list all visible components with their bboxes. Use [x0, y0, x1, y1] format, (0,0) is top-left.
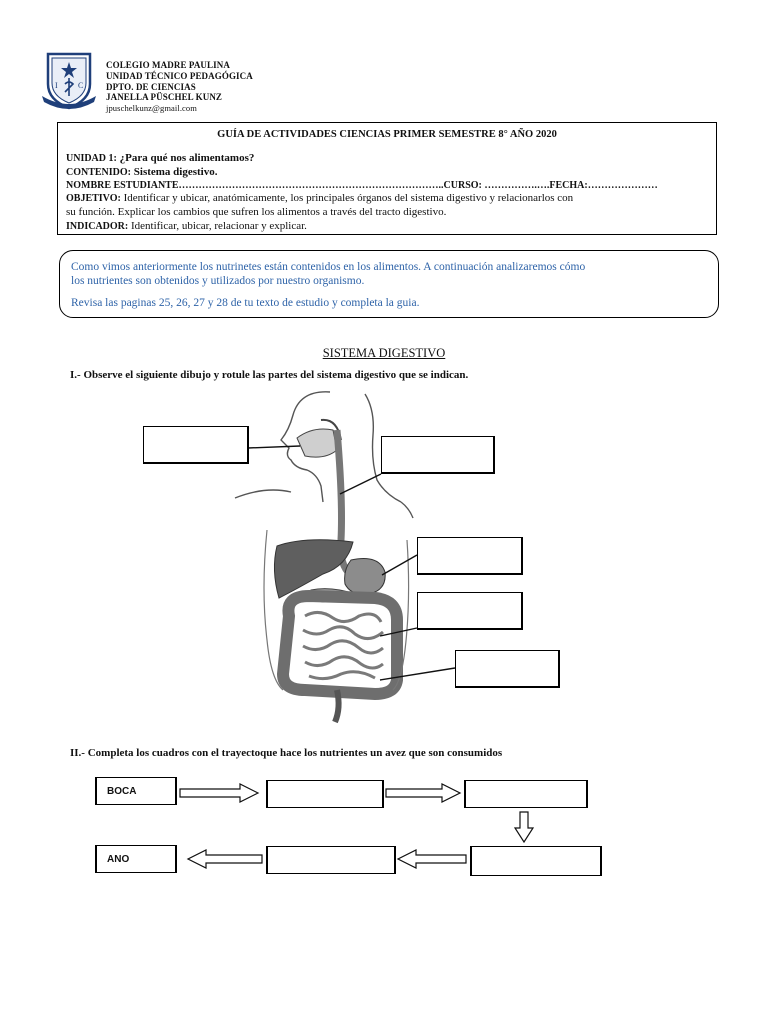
shoulder-outline [235, 490, 413, 518]
indicador-label: INDICADOR: [66, 221, 129, 232]
label-box-1[interactable] [143, 426, 249, 464]
arrow-right-icon [180, 784, 258, 802]
fecha-label: FECHA: [549, 180, 588, 191]
guide-title: GUÍA DE ACTIVIDADES CIENCIAS PRIMER SEMESTRE 8° AÑO 2020 [217, 129, 557, 140]
svg-text:C: C [78, 81, 84, 90]
flow-box-3[interactable] [464, 780, 588, 808]
estudiante-field[interactable]: …………………………………………………………………….. [178, 180, 444, 191]
objetivo-text-1: Identificar y ubicar, anatómicamente, los principales órganos del sistema digestivo y relacionarlos con [123, 192, 574, 204]
unidad-value: ¿Para qué nos alimentamos? [119, 152, 255, 164]
estudiante-label: NOMBRE ESTUDIANTE [66, 180, 179, 191]
label-box-2[interactable] [381, 436, 495, 474]
flow-box-5[interactable] [266, 846, 396, 874]
school-name: COLEGIO MADRE PAULINA [106, 60, 230, 70]
arrow-down-icon [515, 812, 533, 842]
mouth-cavity [297, 429, 337, 457]
rectum [335, 690, 339, 722]
contenido-line [66, 166, 218, 179]
unidad-label: UNIDAD 1: [66, 153, 117, 164]
flow-start-label: BOCA [107, 786, 137, 797]
label-box-5[interactable] [455, 650, 560, 688]
note-line-2: los nutrientes son obtenidos y utilizados por nuestro organismo. [71, 275, 365, 287]
instructions-note [59, 250, 719, 318]
indicador-value: Identificar, ubicar, relacionar y explicar. [130, 220, 307, 232]
teacher-email: jpuschelkunz@gmail.com [106, 103, 197, 113]
note-line-3: Revisa las paginas 25, 26, 27 y 28 de tu texto de estudio y completa la guia. [71, 297, 420, 309]
flow-box-end [95, 845, 177, 873]
objetivo-line [66, 192, 573, 205]
flow-end-label: ANO [107, 854, 130, 865]
flow-box-2[interactable] [266, 780, 384, 808]
unidad-line [66, 152, 254, 165]
question-1: I.- Observe el siguiente dibujo y rotule las partes del sistema digestivo que se indican. [70, 369, 469, 381]
large-intestine [283, 596, 397, 694]
label-box-3[interactable] [417, 537, 523, 575]
guide-info-box [57, 122, 717, 235]
contenido-value: Sistema digestivo. [133, 166, 218, 178]
school-unit: UNIDAD TÉCNICO PEDAGÓGICA [106, 71, 253, 81]
curso-field[interactable]: …………….…. [484, 180, 550, 191]
curso-label: CURSO: [443, 180, 482, 191]
objetivo-text-2: su función. Explicar los cambios que sufren los alimentos a través del tracto digestivo. [66, 206, 447, 218]
indicador-line [66, 220, 307, 233]
objetivo-label: OBJETIVO: [66, 193, 121, 204]
arrow-left-icon [188, 850, 262, 868]
section-title: SISTEMA DIGESTIVO [322, 346, 446, 360]
fecha-field[interactable]: ………………… [587, 180, 658, 191]
school-department: DPTO. DE CIENCIAS [106, 82, 196, 92]
stomach [345, 559, 386, 595]
contenido-label: CONTENIDO: [66, 167, 132, 178]
teacher-name: JANELLA PÜSCHEL KUNZ [106, 92, 223, 102]
svg-text:I: I [55, 81, 58, 90]
flow-box-start [95, 777, 177, 805]
label-box-4[interactable] [417, 592, 523, 630]
flow-box-4[interactable] [470, 846, 602, 876]
arrow-left-icon [398, 850, 466, 868]
arrow-right-icon [386, 784, 460, 802]
note-line-1: Como vimos anteriormente los nutrinetes están contenidos en los alimentos. A continuación analizaremos cómo [71, 261, 586, 273]
small-intestine [303, 612, 383, 678]
student-line [66, 179, 658, 192]
question-2: II.- Completa los cuadros con el trayectoque hace los nutrientes un avez que son consumidos [70, 747, 503, 759]
school-crest-logo [40, 50, 98, 112]
